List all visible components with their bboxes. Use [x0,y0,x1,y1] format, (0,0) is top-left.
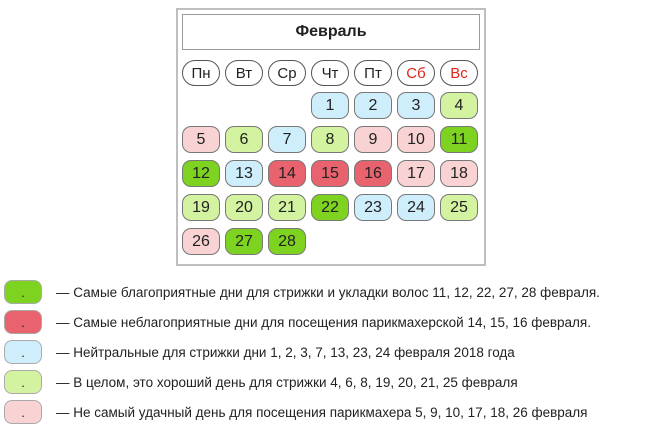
calendar-day[interactable]: 25 [440,194,478,221]
calendar [176,8,486,266]
calendar-day[interactable]: 2 [354,92,392,119]
calendar-day[interactable]: 26 [182,228,220,255]
calendar-day[interactable]: 27 [225,228,263,255]
legend-item [4,280,600,304]
calendar-day[interactable]: 24 [397,194,435,221]
weekday-label: Пт [354,60,392,86]
legend-swatch: . [4,280,42,304]
calendar-day[interactable]: 5 [182,126,220,153]
calendar-day[interactable]: 1 [311,92,349,119]
calendar-day[interactable]: 4 [440,92,478,119]
weekday-label: Вс [440,60,478,86]
weekday-label: Сб [397,60,435,86]
calendar-day[interactable]: 9 [354,126,392,153]
calendar-day[interactable]: 18 [440,160,478,187]
calendar-day[interactable]: 8 [311,126,349,153]
legend-text: — В целом, это хороший день для стрижки 4, 6, 8, 19, 20, 21, 25 февраля [56,374,518,390]
calendar-day[interactable]: 11 [440,126,478,153]
calendar-day[interactable]: 19 [182,194,220,221]
calendar-day[interactable]: 6 [225,126,263,153]
calendar-day[interactable]: 14 [268,160,306,187]
legend-swatch: . [4,310,42,334]
calendar-day[interactable]: 10 [397,126,435,153]
legend-item [4,400,587,424]
calendar-day[interactable]: 20 [225,194,263,221]
legend-text: — Самые благоприятные дни для стрижки и укладки волос 11, 12, 22, 27, 28 февраля. [56,284,600,300]
weekday-label: Вт [225,60,263,86]
weekday-label: Ср [268,60,306,86]
legend-item [4,340,515,364]
weekday-label: Чт [311,60,349,86]
calendar-day[interactable]: 12 [182,160,220,187]
calendar-day[interactable]: 22 [311,194,349,221]
calendar-day[interactable]: 23 [354,194,392,221]
calendar-day[interactable]: 17 [397,160,435,187]
legend-swatch: . [4,340,42,364]
calendar-day[interactable]: 13 [225,160,263,187]
month-title: Февраль [182,14,480,50]
calendar-day[interactable]: 3 [397,92,435,119]
legend-swatch: . [4,370,42,394]
calendar-day[interactable]: 28 [268,228,306,255]
legend-text: — Не самый удачный день для посещения парикмахера 5, 9, 10, 17, 18, 26 февраля [56,404,588,420]
calendar-day[interactable]: 7 [268,126,306,153]
legend-item [4,370,518,394]
weekday-label: Пн [182,60,220,86]
calendar-day[interactable]: 21 [268,194,306,221]
legend-text: — Нейтральные для стрижки дни 1, 2, 3, 7, 13, 23, 24 февраля 2018 года [56,344,515,360]
legend-swatch: . [4,400,42,424]
calendar-day[interactable]: 16 [354,160,392,187]
legend-text: — Самые неблагоприятные дни для посещения парикмахерской 14, 15, 16 февраля. [56,314,591,330]
legend-item [4,310,591,334]
calendar-day[interactable]: 15 [311,160,349,187]
